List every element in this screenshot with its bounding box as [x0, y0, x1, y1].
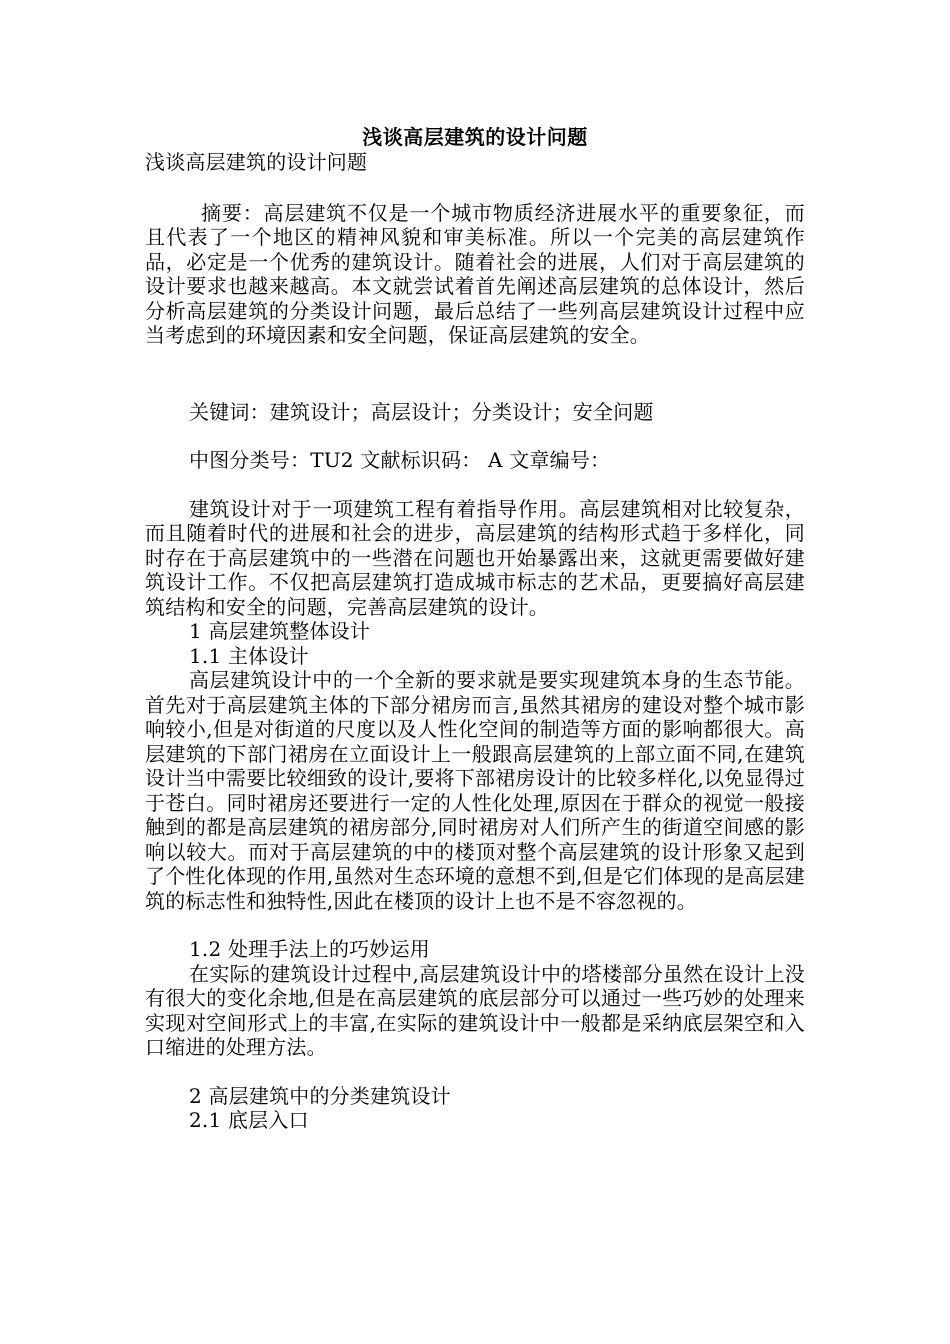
section-1-2-paragraph: 在实际的建筑设计过程中,高层建筑设计中的塔楼部分虽然在设计上没有很大的变化余地,但是在高层建筑的底层部分可以通过一些巧妙的处理来实现对空间形式上的丰富,在实际的建筑设计中一般都是采纳底层架空和入口缩进的处理方法。	[145, 961, 805, 1059]
keywords-line: 关键词：建筑设计；高层设计；分类设计；安全问题	[189, 399, 654, 424]
spacer	[145, 913, 805, 937]
section-2-heading: 2 高层建筑中的分类建筑设计	[189, 1083, 451, 1108]
section-1-2-heading: 1.2 处理手法上的巧妙运用	[189, 937, 430, 961]
spacer	[145, 473, 805, 497]
document-subtitle: 浅谈高层建筑的设计问题	[145, 150, 368, 174]
spacer	[145, 1060, 805, 1084]
abstract-paragraph: 摘要：高层建筑不仅是一个城市物质经济进展水平的重要象征，而且代表了一个地区的精神风貌和审美标准。所以一个完美的高层建筑作品，必定是一个优秀的建筑设计。随着社会的进展，人们对于高层建筑的设计要求也越来越高。本文就尝试着首先阐述高层建筑的总体设计，然后分析高层建筑的分类设计问题，最后总结了一些列高层建筑设计过程中应当考虑到的环境因素和安全问题，保证高层建筑的安全。	[145, 200, 805, 347]
section-1-1-heading: 1.1 主体设计	[189, 643, 309, 668]
intro-paragraph: 建筑设计对于一项建筑工程有着指导作用。高层建筑相对比较复杂，而且随着时代的进展和社会的进步，高层建筑的结构形式趋于多样化，同时存在于高层建筑中的一些潜在问题也开始暴露出来，这就更需要做好建筑设计工作。不仅把高层建筑打造成城市标志的艺术品，更要搞好高层建筑结构和安全的问题，完善高层建筑的设计。	[145, 496, 805, 619]
section-1-heading: 1 高层建筑整体设计	[189, 619, 371, 643]
document-body	[145, 150, 805, 1133]
spacer	[145, 175, 805, 201]
spacer	[145, 424, 805, 448]
classification-line: 中图分类号：TU2 文献标识码： A 文章编号：	[189, 448, 611, 472]
section-1-1-paragraph: 高层建筑设计中的一个全新的要求就是要实现建筑本身的生态节能。首先对于高层建筑主体的下部分裙房而言,虽然其裙房的建设对整个城市影响较小,但是对街道的尺度以及人性化空间的制造等方面的影响都很大。高层建筑的下部门裙房在立面设计上一般跟高层建筑的上部立面不同,在建筑设计当中需要比较细致的设计,要将下部裙房设计的比较多样化,以免显得过于苍白。同时裙房还要进行一定的人性化处理,原因在于群众的视觉一般接触到的都是高层建筑的裙房部分,同时裙房对人们所产生的街道空间感的影响以较大。而对于高层建筑的中的楼顶对整个高层建筑的设计形象又起到了个性化体现的作用,虽然对生态环境的意想不到,但是它们体现的是高层建筑的标志性和独特性,因此在楼顶的设计上也不是不容忽视的。	[145, 668, 805, 913]
document-title: 浅谈高层建筑的设计问题	[362, 125, 588, 149]
spacer	[145, 348, 805, 400]
section-2-1-heading: 2.1 底层入口	[189, 1108, 309, 1132]
